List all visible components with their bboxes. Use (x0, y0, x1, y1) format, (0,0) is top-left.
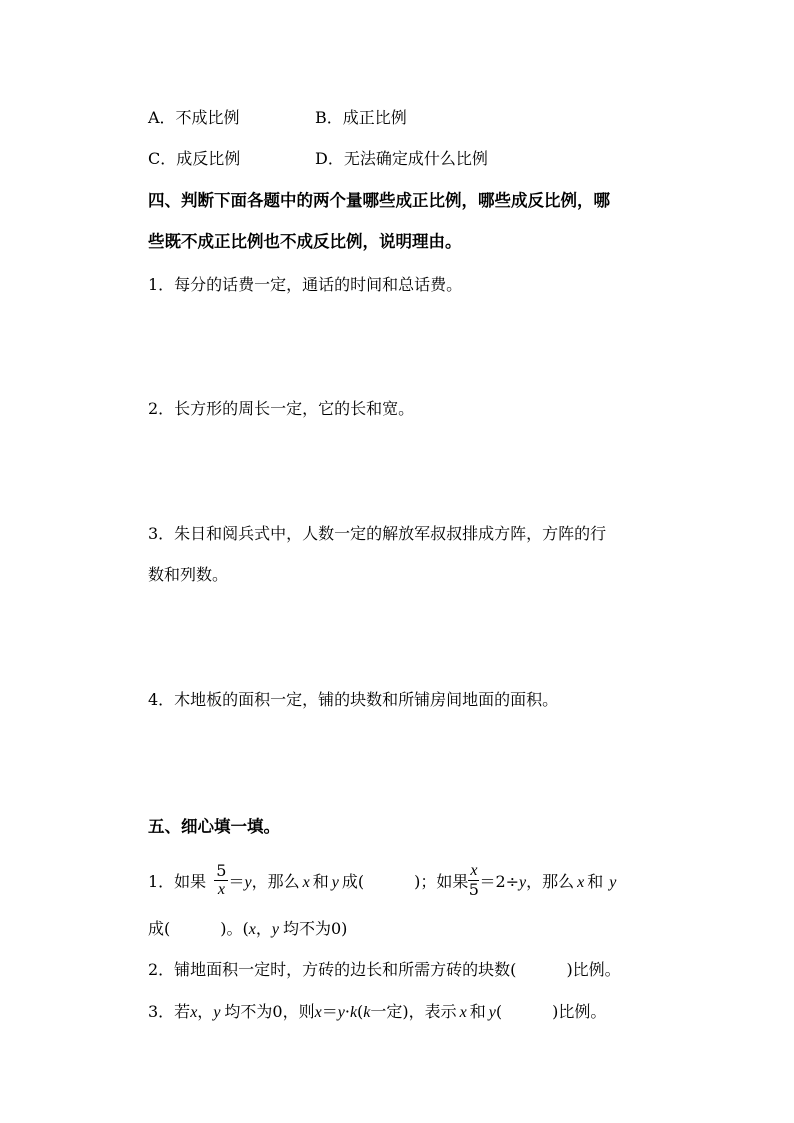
section5-q2 (148, 959, 621, 981)
q3-mid: 均不为0，则 (224, 1002, 315, 1021)
q1-y1: y (244, 874, 252, 891)
section4-item-1: 1．每分的话费一定，通话的时间和总话费。 (148, 275, 463, 294)
q1-x3: x (248, 921, 256, 938)
section5-q1-line2 (148, 918, 347, 941)
section4-item-4: 4．木地板的面积一定，铺的块数和所铺房间地面的面积。 (148, 690, 559, 709)
q3-k1: k (349, 1004, 358, 1021)
q1-x2: x (577, 874, 585, 891)
section4-item-3-line1: 3．朱日和阅兵式中，人数一定的解放军叔叔排成方阵，方阵的行 (148, 524, 607, 543)
q1-comma: ， (255, 919, 272, 938)
q3-y1: y (213, 1004, 221, 1021)
option-a: A．不成比例 (148, 108, 240, 127)
q3-close: )比例。 (552, 1002, 607, 1021)
section5-heading: 五、细心填一填。 (148, 817, 280, 836)
section4-heading-line2: 些既不成正比例也不成反比例，说明理由。 (148, 232, 462, 251)
q3-y2: y (337, 1004, 345, 1021)
q1-y4: y (609, 874, 617, 891)
q1-close1: )；如果 (414, 872, 469, 891)
frac2-numerator: x (470, 862, 478, 879)
q1-prefix: 1．如果 (148, 872, 207, 891)
q1-y2: y (331, 874, 339, 891)
q3-comma: ， (197, 1002, 214, 1021)
q1-eq1: ＝ (228, 872, 245, 891)
q1-cheng1: 成( (341, 872, 365, 891)
q1-tail: 均不为0) (282, 919, 348, 938)
section4-item-3-line2: 数和列数。 (148, 565, 229, 584)
q3-and: 和 (469, 1002, 486, 1021)
option-d: D．无法确定成什么比例 (315, 149, 488, 168)
section4-heading-line1: 四、判断下面各题中的两个量哪些成正比例，哪些成反比例，哪 (148, 191, 610, 210)
option-c: C．成反比例 (148, 149, 241, 168)
q1-y5: y (271, 921, 279, 938)
q3-prefix: 3．若 (148, 1002, 191, 1021)
q3-x1: x (190, 1004, 198, 1021)
q3-paren: ( (357, 1002, 364, 1021)
q3-dot: · (344, 1002, 350, 1021)
q3-k2: k (363, 1004, 371, 1021)
section5-q3 (148, 1001, 606, 1024)
q3-x2: x (314, 1004, 322, 1021)
q1-x1: x (302, 874, 310, 891)
frac1-denominator: x (217, 881, 225, 898)
q1-and2: 和 (587, 872, 604, 891)
q1-fraction-1 (214, 862, 228, 899)
q1-and1: 和 (312, 872, 329, 891)
q2-text: 2．铺地面积一定时，方砖的边长和所需方砖的块数( (148, 960, 517, 979)
q3-const: 一定)，表示 (370, 1002, 457, 1021)
q1-y3: y (519, 874, 527, 891)
frac1-numerator: 5 (216, 861, 227, 880)
q3-x3: x (459, 1004, 467, 1021)
section5-q1-line1 (148, 861, 617, 901)
q1-line2-close: )。( (220, 919, 249, 938)
section4-item-2: 2．长方形的周长一定，它的长和宽。 (148, 399, 415, 418)
q3-open: ( (495, 1002, 503, 1021)
q3-y3: y (488, 1004, 496, 1021)
q1-then2: ，那么 (526, 872, 575, 891)
q1-then1: ，那么 (251, 872, 300, 891)
option-b: B．成正比例 (315, 108, 407, 127)
q1-eq2: ＝2÷ (479, 872, 520, 891)
q3-eq: ＝ (321, 1002, 338, 1021)
q1-fraction-2 (468, 862, 479, 899)
frac2-denominator: 5 (468, 880, 479, 899)
q2-close: )比例。 (566, 960, 621, 979)
q1-line2-open: 成( (148, 919, 171, 938)
